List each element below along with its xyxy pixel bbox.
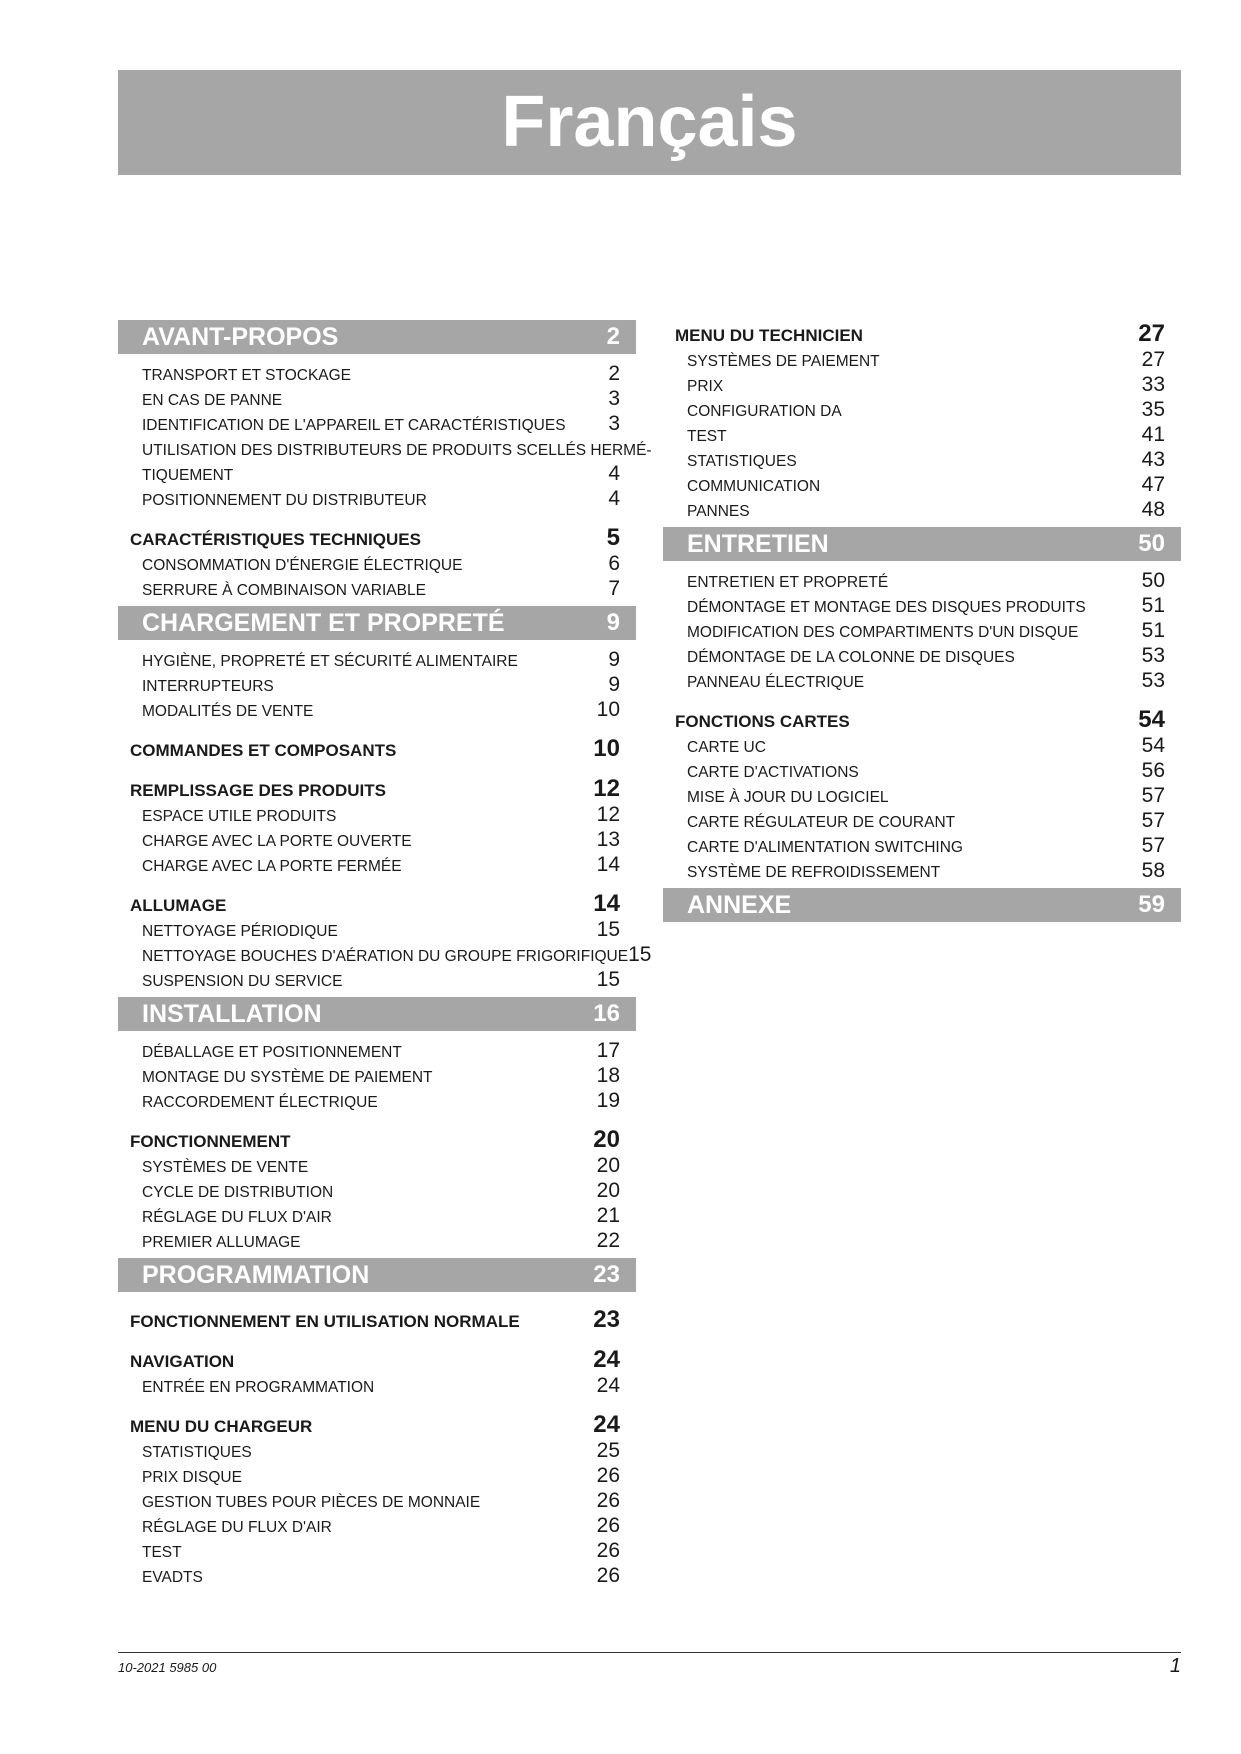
- toc-entry-page: 26: [596, 1539, 620, 1562]
- toc-band-programmation[interactable]: [118, 1258, 636, 1292]
- toc-entry-label: NETTOYAGE BOUCHES D'AÉRATION DU GROUPE FRIGORIFIQUE: [142, 948, 629, 965]
- toc-entry[interactable]: [118, 435, 652, 460]
- toc-entry-label: SYSTÈME DE REFROIDISSEMENT: [687, 864, 941, 881]
- toc-entry[interactable]: [118, 1087, 636, 1112]
- toc-entry-page: 24: [596, 1374, 620, 1397]
- toc-heading-label: FONCTIONNEMENT: [130, 1132, 291, 1151]
- toc-heading-navigation[interactable]: [118, 1346, 636, 1372]
- toc-heading-page: 24: [593, 1346, 620, 1373]
- toc-entry-page: 15: [628, 943, 652, 966]
- toc-entry-label: EVADTS: [142, 1569, 203, 1586]
- toc-entry-page: 13: [596, 828, 620, 851]
- toc-entry-label: CHARGE AVEC LA PORTE OUVERTE: [142, 833, 412, 850]
- toc-entry-label: PRIX: [687, 378, 724, 395]
- toc-entry-page: 58: [1141, 859, 1165, 882]
- toc-heading-cartes[interactable]: [663, 706, 1181, 732]
- toc-entry[interactable]: [118, 671, 636, 696]
- toc-band-avant-propos[interactable]: [118, 320, 636, 354]
- toc-entry-label: PRIX DISQUE: [142, 1469, 242, 1486]
- toc-entry-label: SYSTÈMES DE PAIEMENT: [687, 353, 880, 370]
- toc-entry-label: SYSTÈMES DE VENTE: [142, 1159, 309, 1176]
- toc-heading-label: ALLUMAGE: [130, 896, 227, 915]
- toc-entry-label: DÉMONTAGE ET MONTAGE DES DISQUES PRODUITS: [687, 599, 1086, 616]
- toc-band-page: 9: [606, 609, 620, 636]
- toc-heading-page: 20: [593, 1126, 620, 1153]
- toc-entry-page: 25: [596, 1439, 620, 1462]
- toc-entry-page: 54: [1141, 734, 1165, 757]
- toc-entry-page: 12: [596, 803, 620, 826]
- toc-entry-label: UTILISATION DES DISTRIBUTEURS DE PRODUITS SCELLÉS HERMÉ-: [142, 442, 652, 459]
- toc-entry-label: TEST: [687, 428, 727, 445]
- toc-entry-label: DÉMONTAGE DE LA COLONNE DE DISQUES: [687, 649, 1015, 666]
- footer-rule: [118, 1652, 1181, 1653]
- toc-entry[interactable]: [118, 1462, 636, 1487]
- toc-band-label: AVANT-PROPOS: [142, 322, 339, 351]
- toc-entry[interactable]: [663, 782, 1181, 807]
- toc-entry[interactable]: [663, 807, 1181, 832]
- toc-entry-label: STATISTIQUES: [687, 453, 797, 470]
- toc-entry[interactable]: [118, 801, 636, 826]
- toc-entry[interactable]: [118, 460, 636, 485]
- toc-entry[interactable]: [118, 916, 636, 941]
- toc-band-page: 59: [1138, 891, 1165, 918]
- toc-entry[interactable]: [118, 1062, 636, 1087]
- toc-entry-label: ENTRÉE EN PROGRAMMATION: [142, 1379, 375, 1396]
- toc-entry[interactable]: [118, 485, 636, 510]
- toc-entry-page: 7: [608, 577, 620, 600]
- toc-entry[interactable]: [118, 360, 636, 385]
- toc-entry-page: 2: [608, 362, 620, 385]
- toc-entry-page: 22: [596, 1229, 620, 1252]
- toc-entry[interactable]: [118, 385, 636, 410]
- toc-entry-page: 26: [596, 1564, 620, 1587]
- toc-entry[interactable]: [118, 851, 636, 876]
- toc-entry-page: 4: [608, 462, 620, 485]
- toc-entry[interactable]: [118, 1177, 636, 1202]
- toc-entry-page: 33: [1141, 373, 1165, 396]
- toc-entry[interactable]: [663, 346, 1181, 371]
- toc-heading-remplissage[interactable]: [118, 775, 636, 801]
- toc-entry-page: 27: [1141, 348, 1165, 371]
- toc-entry-label: COMMUNICATION: [687, 478, 821, 495]
- toc-entry-page: 57: [1141, 834, 1165, 857]
- toc-entry[interactable]: [663, 471, 1181, 496]
- toc-band-annexe[interactable]: [663, 888, 1181, 922]
- toc-heading-label: REMPLISSAGE DES PRODUITS: [130, 781, 386, 800]
- toc-entry-label: CHARGE AVEC LA PORTE FERMÉE: [142, 858, 402, 875]
- toc-entry-label: TIQUEMENT: [142, 467, 234, 484]
- toc-right-column: [663, 320, 1181, 922]
- toc-entry-page: 6: [608, 552, 620, 575]
- toc-entry-label: ESPACE UTILE PRODUITS: [142, 808, 337, 825]
- toc-entry-page: 26: [596, 1489, 620, 1512]
- toc-heading-label: MENU DU TECHNICIEN: [675, 326, 863, 345]
- toc-entry-label: GESTION TUBES POUR PIÈCES DE MONNAIE: [142, 1494, 481, 1511]
- toc-heading-commandes[interactable]: [118, 735, 636, 761]
- toc-entry-page: 9: [608, 648, 620, 671]
- toc-entry-page: 3: [608, 387, 620, 410]
- toc-entry[interactable]: [663, 667, 1181, 692]
- toc-entry-page: 19: [596, 1089, 620, 1112]
- toc-entry-page: 51: [1141, 594, 1165, 617]
- toc-entry-page: 18: [596, 1064, 620, 1087]
- toc-heading-page: 12: [593, 775, 620, 802]
- toc-entry-page: 26: [596, 1514, 620, 1537]
- toc-entry[interactable]: [663, 592, 1181, 617]
- toc-entry[interactable]: [663, 446, 1181, 471]
- toc-heading-fonctionnement-normale[interactable]: [118, 1306, 636, 1332]
- toc-entry-label: NETTOYAGE PÉRIODIQUE: [142, 923, 338, 940]
- page-title: Français: [118, 70, 1181, 175]
- toc-entry-page: 48: [1141, 498, 1165, 521]
- toc-entry[interactable]: [118, 1037, 636, 1062]
- toc-entry-page: 53: [1141, 669, 1165, 692]
- toc-entry[interactable]: [118, 696, 636, 721]
- toc-entry-page: 47: [1141, 473, 1165, 496]
- toc-entry[interactable]: [663, 617, 1181, 642]
- toc-entry[interactable]: [118, 1437, 636, 1462]
- toc-heading-page: 14: [593, 890, 620, 917]
- toc-entry[interactable]: [118, 1202, 636, 1227]
- toc-heading-label: CARACTÉRISTIQUES TECHNIQUES: [130, 530, 421, 549]
- toc-entry-label: PREMIER ALLUMAGE: [142, 1234, 301, 1251]
- toc-band-label: INSTALLATION: [142, 999, 322, 1028]
- toc-entry-label: POSITIONNEMENT DU DISTRIBUTEUR: [142, 492, 427, 509]
- toc-entry[interactable]: [663, 396, 1181, 421]
- toc-band-installation[interactable]: [118, 997, 636, 1031]
- toc-entry[interactable]: [663, 857, 1181, 882]
- toc-entry-page: 4: [608, 487, 620, 510]
- toc-entry-page: 43: [1141, 448, 1165, 471]
- toc-entry-label: SERRURE À COMBINAISON VARIABLE: [142, 582, 426, 599]
- toc-entry-page: 20: [596, 1154, 620, 1177]
- toc-entry[interactable]: [663, 642, 1181, 667]
- toc-heading-page: 10: [593, 735, 620, 762]
- toc-entry[interactable]: [118, 646, 636, 671]
- toc-entry[interactable]: [118, 1562, 636, 1587]
- toc-entry-page: 15: [596, 968, 620, 991]
- toc-heading-label: FONCTIONNEMENT EN UTILISATION NORMALE: [130, 1312, 520, 1331]
- toc-entry[interactable]: [663, 496, 1181, 521]
- toc-entry[interactable]: [663, 567, 1181, 592]
- toc-entry[interactable]: [118, 826, 636, 851]
- toc-entry-label: CYCLE DE DISTRIBUTION: [142, 1184, 334, 1201]
- toc-entry[interactable]: [118, 1537, 636, 1562]
- toc-entry[interactable]: [118, 575, 636, 600]
- toc-entry-label: MONTAGE DU SYSTÈME DE PAIEMENT: [142, 1069, 433, 1086]
- toc-band-label: CHARGEMENT ET PROPRETÉ: [142, 608, 505, 637]
- toc-band-page: 16: [593, 1000, 620, 1027]
- toc-entry-label: PANNEAU ÉLECTRIQUE: [687, 674, 865, 691]
- toc-entry-page: 56: [1141, 759, 1165, 782]
- toc-entry-label: DÉBALLAGE ET POSITIONNEMENT: [142, 1044, 402, 1061]
- toc-entry-label: MODIFICATION DES COMPARTIMENTS D'UN DISQUE: [687, 624, 1079, 641]
- toc-entry[interactable]: [663, 757, 1181, 782]
- toc-entry-label: MODALITÉS DE VENTE: [142, 703, 314, 720]
- toc-entry-label: TEST: [142, 1544, 182, 1561]
- toc-entry-label: CARTE UC: [687, 739, 766, 756]
- toc-entry-label: STATISTIQUES: [142, 1444, 252, 1461]
- toc-heading-fonctionnement[interactable]: [118, 1126, 636, 1152]
- toc-entry-label: RÉGLAGE DU FLUX D'AIR: [142, 1519, 332, 1536]
- toc-entry-page: 9: [608, 673, 620, 696]
- toc-left-column: [118, 320, 652, 1587]
- toc-band-label: PROGRAMMATION: [142, 1260, 370, 1289]
- toc-entry-page: 51: [1141, 619, 1165, 642]
- toc-entry-label: HYGIÈNE, PROPRETÉ ET SÉCURITÉ ALIMENTAIRE: [142, 653, 518, 670]
- toc-heading-label: FONCTIONS CARTES: [675, 712, 850, 731]
- toc-band-label: ENTRETIEN: [687, 529, 829, 558]
- toc-heading-technicien[interactable]: [663, 320, 1181, 346]
- toc-entry[interactable]: [118, 1487, 636, 1512]
- toc-entry-page: 20: [596, 1179, 620, 1202]
- toc-heading-allumage[interactable]: [118, 890, 636, 916]
- toc-heading-page: 5: [606, 524, 620, 551]
- toc-entry-label: EN CAS DE PANNE: [142, 392, 283, 409]
- toc-entry[interactable]: [118, 1512, 636, 1537]
- toc-entry-label: IDENTIFICATION DE L'APPAREIL ET CARACTÉRISTIQUES: [142, 417, 566, 434]
- toc-entry-page: 50: [1141, 569, 1165, 592]
- toc-entry[interactable]: [118, 941, 652, 966]
- toc-entry[interactable]: [663, 732, 1181, 757]
- toc-entry[interactable]: [118, 966, 636, 991]
- toc-band-label: ANNEXE: [687, 890, 792, 919]
- toc-entry-page: 35: [1141, 398, 1165, 421]
- toc-entry-page: 17: [596, 1039, 620, 1062]
- toc-entry-label: RACCORDEMENT ÉLECTRIQUE: [142, 1094, 378, 1111]
- toc-entry-page: 41: [1141, 423, 1165, 446]
- toc-entry-label: CARTE D'ALIMENTATION SWITCHING: [687, 839, 963, 856]
- toc-entry[interactable]: [118, 1372, 636, 1397]
- footer-document-code: 10-2021 5985 00: [118, 1660, 217, 1675]
- toc-heading-page: 54: [1138, 706, 1165, 733]
- toc-heading-caracteristiques[interactable]: [118, 524, 636, 550]
- toc-entry-page: 57: [1141, 809, 1165, 832]
- toc-entry-label: RÉGLAGE DU FLUX D'AIR: [142, 1209, 332, 1226]
- toc-heading-chargeur[interactable]: [118, 1411, 636, 1437]
- toc-entry-page: 15: [596, 918, 620, 941]
- toc-heading-label: NAVIGATION: [130, 1352, 235, 1371]
- toc-entry-page: 57: [1141, 784, 1165, 807]
- toc-entry-label: MISE À JOUR DU LOGICIEL: [687, 789, 889, 806]
- toc-entry-label: PANNES: [687, 503, 750, 520]
- toc-heading-label: COMMANDES ET COMPOSANTS: [130, 741, 397, 760]
- toc-band-page: 23: [593, 1261, 620, 1288]
- toc-band-page: 2: [606, 323, 620, 350]
- toc-heading-label: MENU DU CHARGEUR: [130, 1417, 313, 1436]
- toc-heading-page: 23: [593, 1306, 620, 1333]
- toc-entry[interactable]: [118, 1227, 636, 1252]
- toc-entry[interactable]: [663, 421, 1181, 446]
- toc-entry-label: CONFIGURATION DA: [687, 403, 842, 420]
- toc-entry-page: 10: [596, 698, 620, 721]
- toc-entry-label: SUSPENSION DU SERVICE: [142, 973, 343, 990]
- toc-entry-page: 53: [1141, 644, 1165, 667]
- toc-band-chargement[interactable]: [118, 606, 636, 640]
- toc-entry-page: 14: [596, 853, 620, 876]
- toc-entry[interactable]: [663, 371, 1181, 396]
- toc-entry-page: 3: [608, 412, 620, 435]
- toc-entry-label: TRANSPORT ET STOCKAGE: [142, 367, 352, 384]
- toc-band-entretien[interactable]: [663, 527, 1181, 561]
- toc-entry-page: 21: [596, 1204, 620, 1227]
- toc-entry-label: INTERRUPTEURS: [142, 678, 274, 695]
- toc-entry-label: ENTRETIEN ET PROPRETÉ: [687, 574, 889, 591]
- toc-entry[interactable]: [663, 832, 1181, 857]
- toc-entry[interactable]: [118, 410, 636, 435]
- toc-heading-page: 27: [1138, 320, 1165, 347]
- toc-entry-page: 26: [596, 1464, 620, 1487]
- toc-entry-label: CARTE RÉGULATEUR DE COURANT: [687, 814, 956, 831]
- toc-heading-page: 24: [593, 1411, 620, 1438]
- toc-entry[interactable]: [118, 1152, 636, 1177]
- footer-page-number: 1: [1169, 1655, 1181, 1677]
- toc-entry-label: CARTE D'ACTIVATIONS: [687, 764, 859, 781]
- toc-entry-label: CONSOMMATION D'ÉNERGIE ÉLECTRIQUE: [142, 557, 463, 574]
- toc-entry[interactable]: [118, 550, 636, 575]
- toc-band-page: 50: [1138, 530, 1165, 557]
